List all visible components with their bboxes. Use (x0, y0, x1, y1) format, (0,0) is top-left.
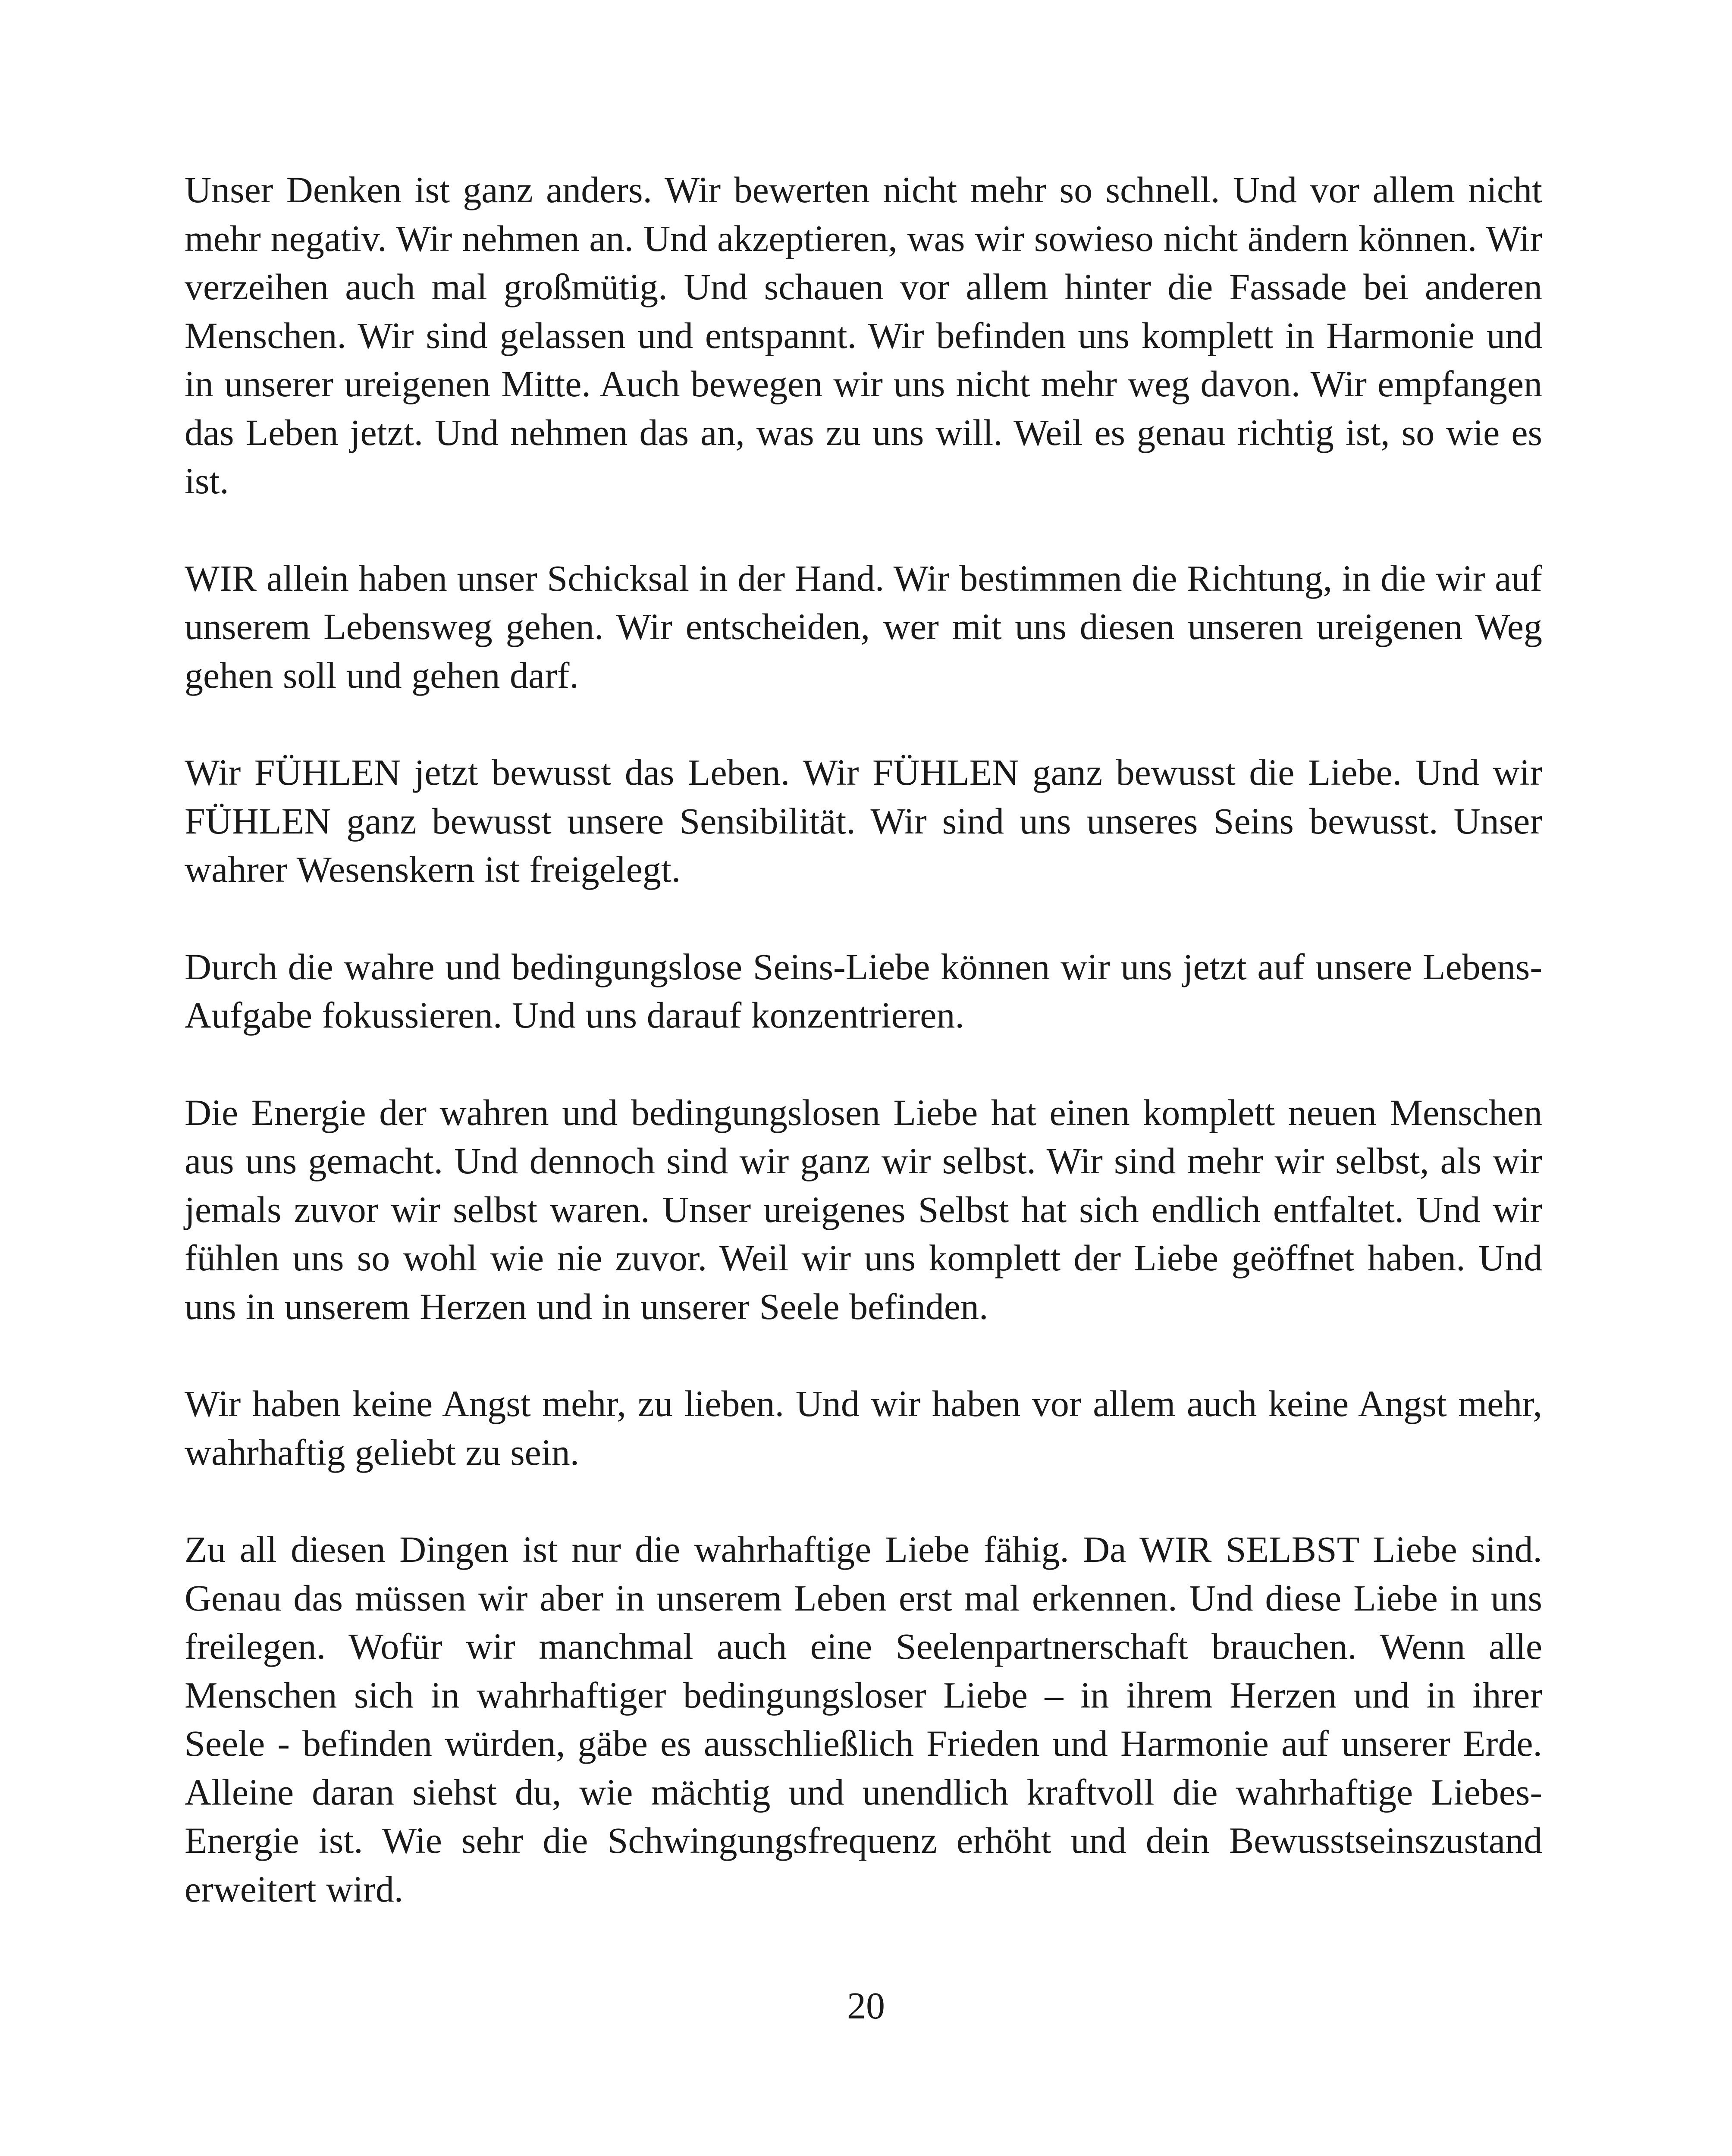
paragraph-5: Die Energie der wahren und bedingungslosen Liebe hat einen komplett neuen Menschen aus uns gemacht. Und dennoch sind wir ganz wir selbst. Wir sind mehr wir selbst, als wir jemals zuvor wir selbst waren. Unser ureigenes Selbst hat sich endlich entfaltet. Und wir fühlen uns so wohl wie nie zuvor. Weil wir uns komplett der Liebe geöffnet haben. Und uns in unserem Herzen und in unserer Seele befinden. (185, 1091, 1542, 1327)
paragraph-6: Wir haben keine Angst mehr, zu lieben. Und wir haben vor allem auch keine Angst mehr, wahrhaftig geliebt zu sein. (185, 1383, 1542, 1473)
paragraph-1: Unser Denken ist ganz anders. Wir bewerten nicht mehr so schnell. Und vor allem nicht mehr negativ. Wir nehmen an. Und akzeptieren, was wir sowieso nicht ändern können. Wir verzeihen auch mal großmütig. Und schauen vor allem hinter die Fassade bei anderen Menschen. Wir sind gelassen und entspannt. Wir befinden uns komplett in Harmonie und in unserer ureigenen Mitte. Auch bewegen wir uns nicht mehr weg davon. Wir empfangen das Leben jetzt. Und nehmen das an, was zu uns will. Weil es genau richtig ist, so wie es ist. (185, 169, 1542, 501)
body-text (185, 166, 1542, 1913)
paragraph-4: Durch die wahre und bedingungslose Seins-Liebe können wir uns jetzt auf unsere Lebens-Aufgabe fokussieren. Und uns darauf konzentrieren. (185, 946, 1542, 1036)
paragraph-2: WIR allein haben unser Schicksal in der Hand. Wir bestimmen die Richtung, in die wir auf unserem Lebensweg gehen. Wir entscheiden, wer mit uns diesen unseren ureigenen Weg gehen soll und gehen darf. (185, 557, 1542, 696)
page-number: 20 (847, 1985, 885, 2027)
paragraph-7: Zu all diesen Dingen ist nur die wahrhaftige Liebe fähig. Da WIR SELBST Liebe sind. Genau das müssen wir aber in unserem Leben erst mal erkennen. Und diese Liebe in uns freilegen. Wofür wir manchmal auch eine Seelenpartnerschaft brauchen. Wenn alle Menschen sich in wahrhaftiger bedingungsloser Liebe – in ihrem Herzen und in ihrer Seele - befinden würden, gäbe es ausschließlich Frieden und Harmonie auf unserer Erde. Alleine daran siehst du, wie mächtig und unendlich kraftvoll die wahrhaftige Liebes-Energie ist. Wie sehr die Schwingungsfrequenz erhöht und dein Bewusstseinszustand erweitert wird. (185, 1529, 1542, 1910)
paragraph-3: Wir FÜHLEN jetzt bewusst das Leben. Wir FÜHLEN ganz bewusst die Liebe. Und wir FÜHLEN ganz bewusst unsere Sensibilität. Wir sind uns unseres Seins bewusst. Unser wahrer Wesenskern ist freigelegt. (185, 752, 1542, 890)
